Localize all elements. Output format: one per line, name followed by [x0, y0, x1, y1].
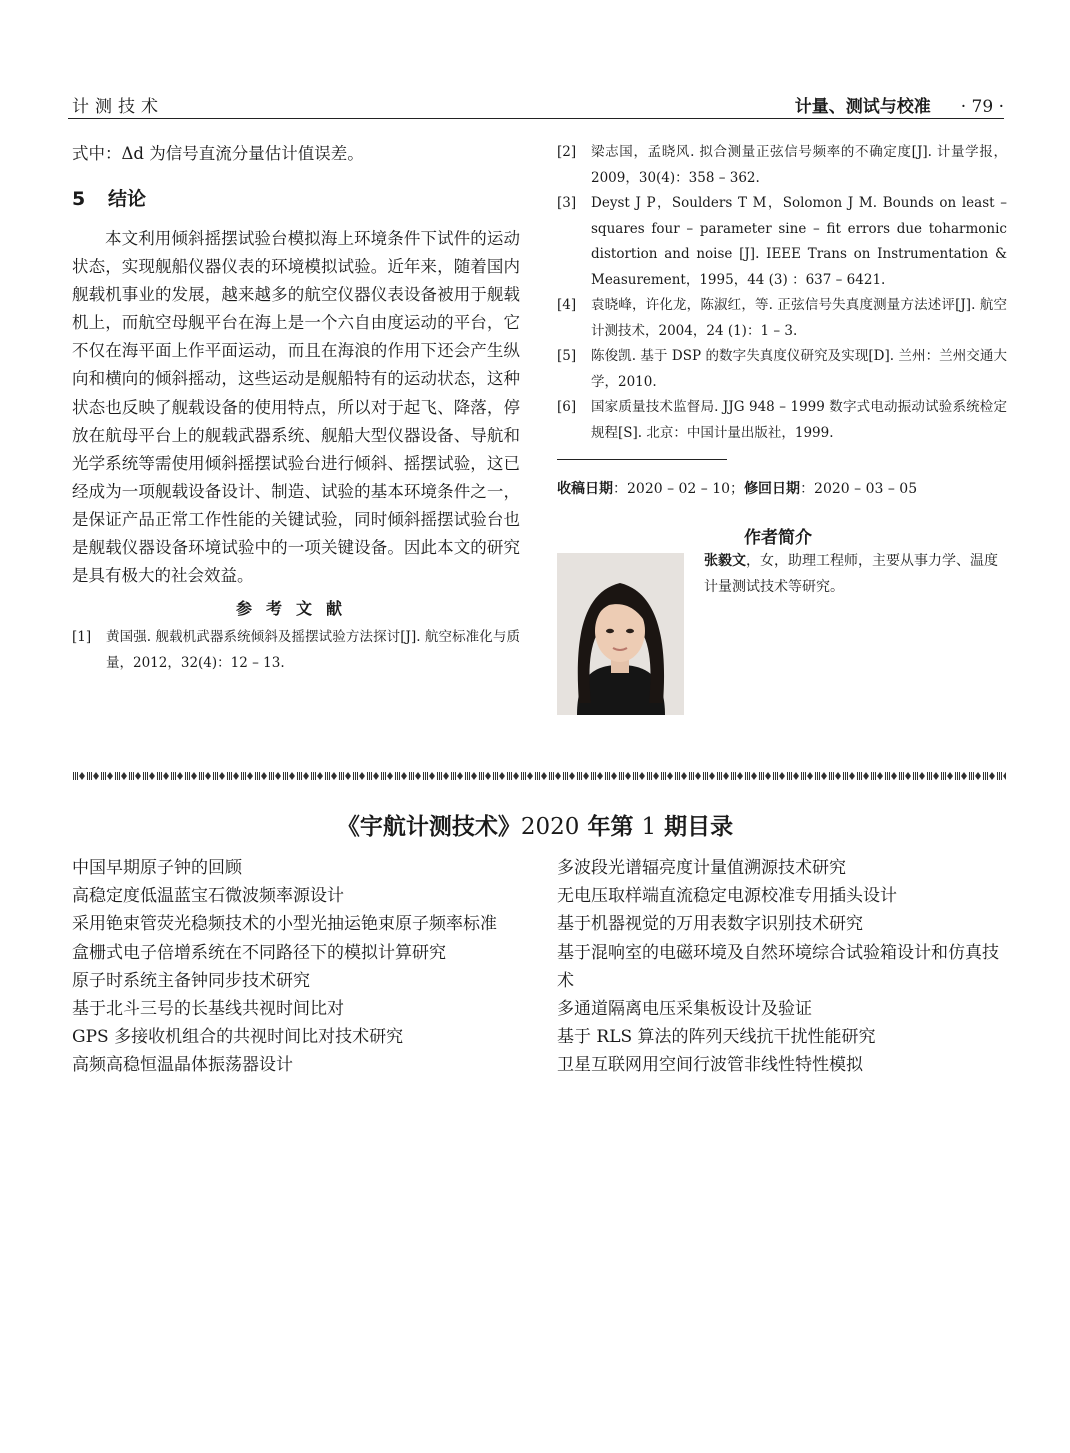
toc-item[interactable]: 采用铯束管荧光稳频技术的小型光抽运铯束原子频率标准: [72, 914, 497, 935]
reference-item: [72, 625, 520, 676]
toc-title-journal: 《宇航计测技术》: [336, 814, 521, 840]
section-name: 计量、测试与校准: [794, 97, 931, 117]
toc-item[interactable]: 中国早期原子钟的回顾: [72, 858, 242, 878]
section-title: 结论: [108, 188, 147, 210]
reference-number: [3]: [557, 195, 577, 211]
toc-title: [0, 808, 1070, 841]
reference-number: [6]: [557, 399, 577, 415]
toc-title-suffix: 期目录: [656, 814, 734, 840]
toc-item[interactable]: 基于北斗三号的长基线共视时间比对: [72, 999, 344, 1020]
page-number: · 79 ·: [960, 97, 1004, 117]
toc-item[interactable]: 多波段光谱辐亮度计量值溯源技术研究: [557, 858, 846, 878]
reference-text: 黄国强. 舰载机武器系统倾斜及摇摆试验方法探讨[J]. 航空标准化与质量，2012，32(4)：12 – 13.: [106, 629, 520, 671]
footnote-rule: [557, 459, 727, 460]
reference-item: [557, 344, 1007, 395]
references-title: 参考文献: [235, 599, 356, 619]
received-date: ：2020 – 02 – 10；: [613, 481, 745, 497]
section-number: 5: [72, 188, 86, 210]
journal-name: 计测技术: [72, 97, 164, 117]
reference-item: [557, 395, 1007, 446]
right-column: [557, 140, 1007, 446]
reference-text: 袁晓峰，许化龙，陈淑红，等. 正弦信号失真度测量方法述评[J]. 航空计测技术，2004，24 (1)：1 – 3.: [591, 297, 1007, 339]
toc-item[interactable]: GPS 多接收机组合的共视时间比对技术研究: [72, 1027, 404, 1048]
reference-item: [557, 191, 1007, 293]
divider-pattern: [72, 769, 1006, 782]
toc-item[interactable]: 基于机器视觉的万用表数字识别技术研究: [557, 914, 863, 935]
toc-item[interactable]: 多通道隔离电压采集板设计及验证: [557, 999, 812, 1020]
reference-number: [2]: [557, 144, 577, 160]
reference-number: [5]: [557, 348, 577, 364]
author-name: 张毅文: [704, 553, 746, 569]
revised-date: ：2020 – 03 – 05: [800, 481, 918, 497]
toc-item[interactable]: 原子时系统主备钟同步技术研究: [72, 970, 310, 991]
author-section-title: 作者简介: [744, 528, 812, 548]
conclusion-paragraph: 本文利用倾斜摇摆试验台模拟海上环境条件下试件的运动状态，实现舰船仪器仪表的环境模拟试验。近年来，随着国内舰载机事业的发展，越来越多的航空仪器仪表设备被用于舰载机上，而航空母舰平台在海上是一个六自由度运动的平台，它不仅在海平面上作平面运动，而且在海浪的作用下还会产生纵向和横向的倾斜摇动，这些运动是舰船特有的运动状态，这种状态也反映了舰载设备的使用特点，所以对于起飞、降落，停放在航母平台上的舰载武器系统、舰船大型仪器设备、导航和光学系统等需使用倾斜摇摆试验台进行倾斜、摇摆试验，这已经成为一项舰载设备设计、制造、试验的基本环境条件之一，是保证产品正常工作性能的关键试验，同时倾斜摇摆试验台也是舰载仪器设备环境试验中的一项关键设备。因此本文的研究是具有极大的社会效益。: [72, 229, 520, 586]
section-heading: [72, 184, 520, 211]
author-portrait-image: [557, 553, 684, 715]
reference-text: 陈俊凯. 基于 DSP 的数字失真度仪研究及实现[D]. 兰州：兰州交通大学，2010.: [591, 348, 1007, 390]
toc-title-mid: 年第: [579, 814, 642, 840]
received-label: 收稿日期: [557, 481, 613, 497]
author-description: ，女，助理工程师，主要从事力学、温度计量测试技术等研究。: [704, 553, 998, 595]
toc-item[interactable]: 卫星互联网用空间行波管非线性特性模拟: [557, 1055, 863, 1076]
revised-label: 修回日期: [744, 481, 801, 497]
header-rule: [68, 118, 1004, 119]
toc-item[interactable]: 基于 RLS 算法的阵列天线抗干扰性能研究: [557, 1027, 876, 1048]
toc-right-list: [557, 854, 1012, 1080]
toc-item[interactable]: 高稳定度低温蓝宝石微波频率源设计: [72, 886, 344, 907]
toc-title-issue: 1: [641, 814, 657, 840]
reference-number: [1]: [72, 629, 92, 646]
toc-item[interactable]: 高频高稳恒温晶体振荡器设计: [72, 1055, 293, 1076]
decorative-divider: [72, 768, 1006, 782]
dates-line: [557, 478, 917, 498]
left-column: [72, 140, 520, 676]
toc-left-list: [72, 854, 527, 1080]
reference-item: [557, 293, 1007, 344]
author-bio: [704, 548, 1009, 600]
toc-item[interactable]: 无电压取样端直流稳定电源校准专用插头设计: [557, 886, 897, 907]
reference-text: Deyst J P，Soulders T M，Solomon J M. Bounds on least – squares four – parameter sine – fit errors due toharmonic distortion and noise [J]. IEEE Trans on Instrumentation & Measurement，1995，44 (3) ：637 – 6421.: [591, 195, 1007, 288]
toc-item[interactable]: 基于混响室的电磁环境及自然环境综合试验箱设计和仿真技术: [557, 942, 999, 991]
section-header: [795, 92, 1004, 117]
reference-text: 国家质量技术监督局. JJG 948 – 1999 数字式电动振动试验系统检定规程[S]. 北京：中国计量出版社，1999.: [591, 399, 1007, 441]
reference-number: [4]: [557, 297, 577, 313]
formula-note: 式中：Δd 为信号直流分量估计值误差。: [72, 144, 364, 163]
reference-item: [557, 140, 1007, 191]
author-photo: [557, 553, 684, 715]
toc-title-year: 2020: [520, 814, 580, 840]
reference-text: 梁志国，孟晓风. 拟合测量正弦信号频率的不确定度[J]. 计量学报，2009，30(4)：358 – 362.: [591, 144, 1007, 186]
toc-item[interactable]: 盒栅式电子倍增系统在不同路径下的模拟计算研究: [72, 942, 446, 963]
